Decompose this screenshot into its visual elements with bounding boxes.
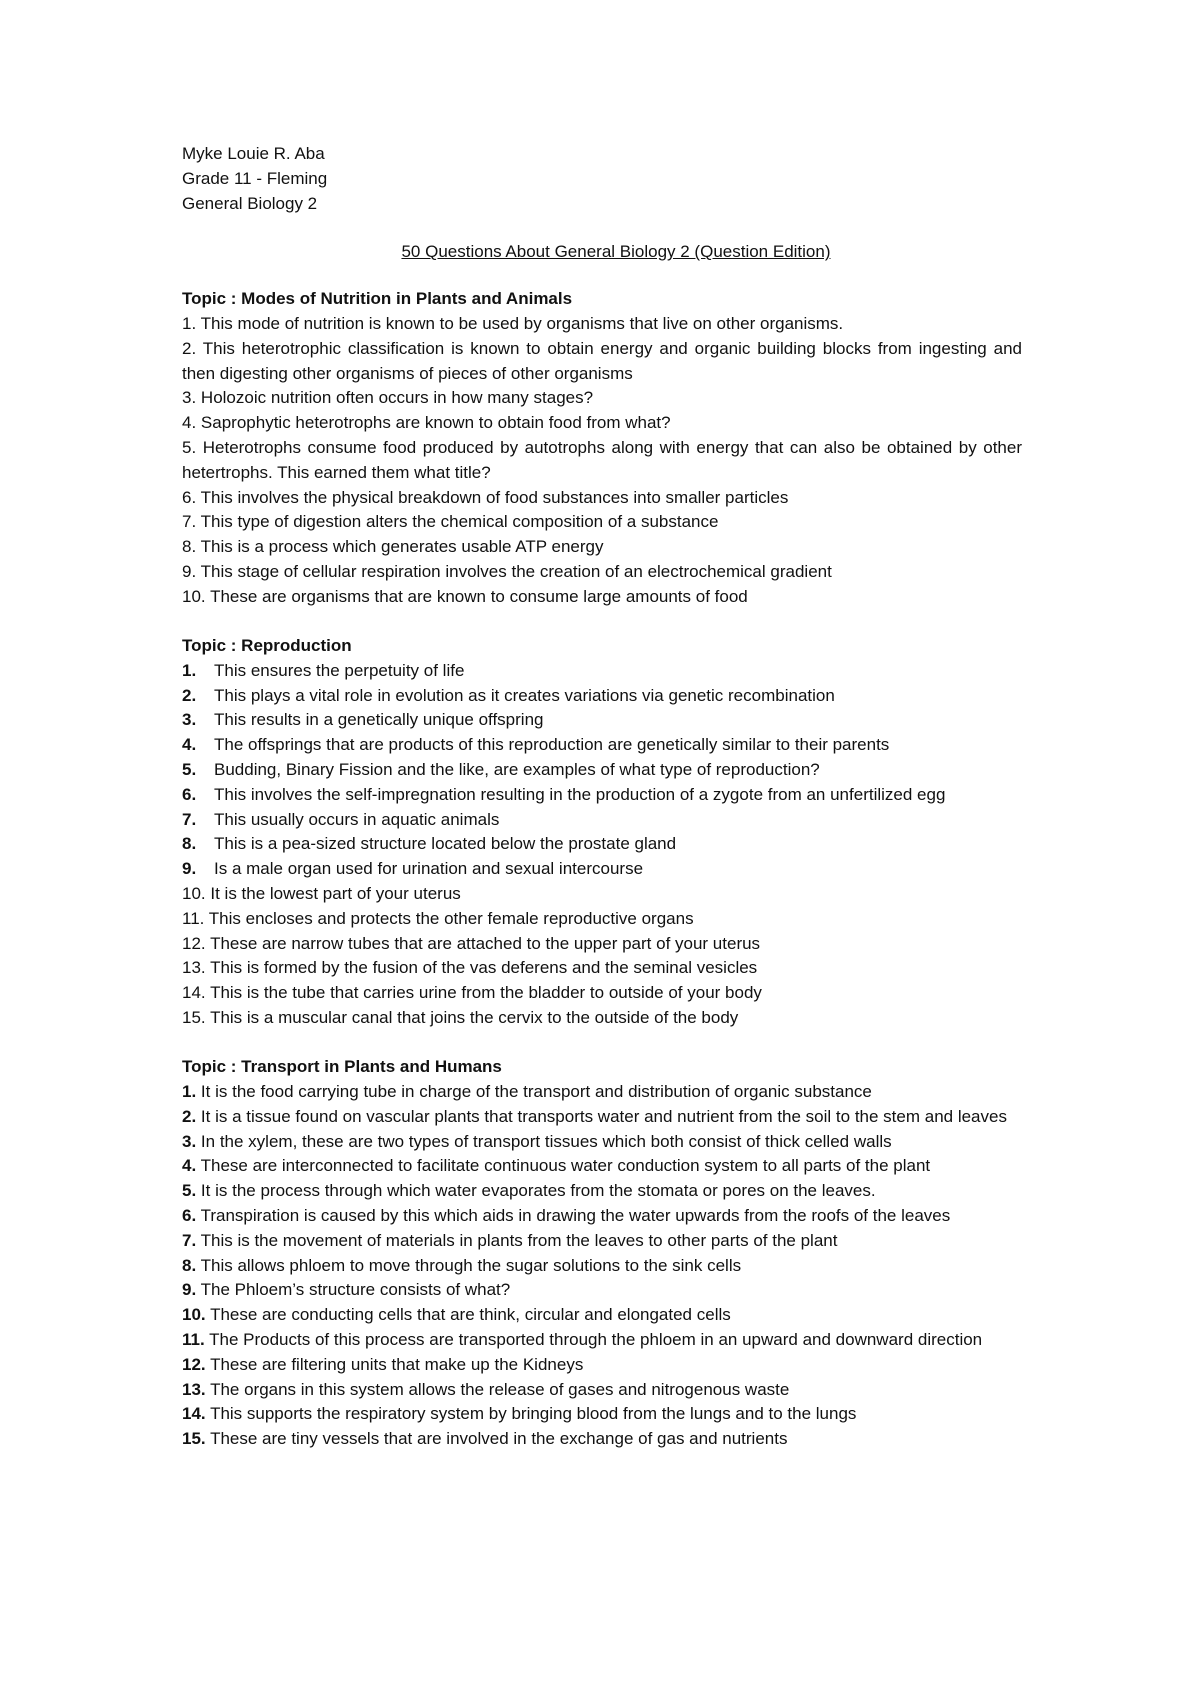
question-text: This supports the respiratory system by bringing blood from the lungs and to the lungs [210,1404,857,1424]
question-item [182,808,1022,833]
question-item [182,1204,1022,1229]
section-topic: Topic : Reproduction [182,636,352,656]
question-item [182,956,1022,981]
question-number: 2. [182,1106,197,1126]
question-item [182,907,1022,932]
question-number: 7. [182,1230,197,1250]
question-text: Holozoic nutrition often occurs in how many stages? [200,388,594,408]
question-number: 5. [182,1181,197,1201]
question-item [182,1130,1022,1155]
question-text: This type of digestion alters the chemical composition of a substance [200,512,719,532]
question-number: 10. [182,884,206,904]
document-page [182,142,1022,1477]
question-text: This usually occurs in aquatic animals [214,809,500,829]
question-item [182,1378,1022,1403]
question-text: This stage of cellular respiration involves the creation of an electrochemical gradient [200,561,832,581]
document-header [182,142,1022,216]
question-number: 12. [182,933,206,953]
question-number: 15. [182,1008,206,1027]
question-number: 11. [182,1330,205,1350]
question-text: It is the food carrying tube in charge of the transport and distribution of organic substance [200,1082,872,1102]
student-grade: Grade 11 - Fleming [182,168,328,188]
question-number: 8. [182,1255,197,1275]
question-item [182,1402,1022,1427]
section-topic: Topic : Modes of Nutrition in Plants and Animals [182,289,573,309]
question-number: 6. [182,784,197,804]
question-number: 1. [182,660,197,680]
question-number: 1. [182,313,197,333]
question-item [182,932,1022,957]
question-number: 4. [182,1156,197,1176]
question-text: These are tiny vessels that are involved in the exchange of gas and nutrients [210,1429,788,1449]
question-item [182,758,1022,783]
question-text: This plays a vital role in evolution as it creates variations via genetic recombination [214,685,835,705]
question-number: 6. [182,1206,197,1226]
question-text: It is the process through which water evaporates from the stomata or pores on the leaves. [200,1181,876,1201]
question-text: These are conducting cells that are think, circular and elongated cells [210,1305,731,1325]
question-text: This is a muscular canal that joins the cervix to the outside of the body [210,1008,739,1027]
question-number: 10. [182,586,206,606]
question-item [182,1006,1022,1031]
question-text: In the xylem, these are two types of transport tissues which both consist of thick celled walls [200,1131,892,1151]
question-number: 12. [182,1354,206,1374]
question-text: The offsprings that are products of this reproduction are genetically similar to their parents [214,735,890,755]
question-number: 7. [182,512,197,532]
question-item [182,411,1022,436]
question-item [182,1353,1022,1378]
question-text: Saprophytic heterotrophs are known to obtain food from what? [200,413,671,433]
document-title [182,240,1022,265]
question-text: These are narrow tubes that are attached to the upper part of your uterus [210,933,761,953]
question-text: It is a tissue found on vascular plants that transports water and nutrient from the soil to the stem and leaves [200,1106,1007,1126]
section-reproduction [182,634,1022,1031]
question-text: This is formed by the fusion of the vas deferens and the seminal vesicles [210,958,758,978]
question-number: 13. [182,1379,206,1399]
question-text: This encloses and protects the other female reproductive organs [208,908,694,928]
question-number: 4. [182,735,197,755]
question-item [182,585,1022,610]
question-text: This is the tube that carries urine from the bladder to outside of your body [210,983,762,1003]
question-item [182,832,1022,857]
question-item [182,1427,1022,1452]
question-number: 2. [182,685,197,705]
question-text: This mode of nutrition is known to be used by organisms that live on other organisms. [200,313,844,333]
question-number: 9. [182,561,197,581]
question-text: Heterotrophs consume food produced by autotrophs along with energy that can also be obtained by other hetertrophs. This earned them what title? [182,437,1022,482]
question-item [182,708,1022,733]
question-item [182,1278,1022,1303]
question-item [182,560,1022,585]
question-text: Budding, Binary Fission and the like, are examples of what type of reproduction? [214,760,820,780]
question-item [182,1229,1022,1254]
question-item [182,659,1022,684]
question-text: This ensures the perpetuity of life [214,660,465,680]
question-text: This is a pea-sized structure located below the prostate gland [214,834,677,854]
section-topic: Topic : Transport in Plants and Humans [182,1057,502,1077]
question-number: 3. [182,388,197,408]
question-text: The Products of this process are transported through the phloem in an upward and downward direction [209,1330,983,1350]
question-number: 10. [182,1305,206,1325]
question-item [182,436,1022,486]
question-number: 9. [182,859,197,879]
section-nutrition [182,287,1022,609]
question-number: 8. [182,537,197,557]
question-item [182,386,1022,411]
question-item [182,1105,1022,1130]
question-number: 1. [182,1082,197,1102]
question-text: These are interconnected to facilitate continuous water conduction system to all parts of the plant [200,1156,931,1176]
question-item [182,510,1022,535]
question-number: 11. [182,908,205,928]
question-text: This involves the self-impregnation resulting in the production of a zygote from an unfertilized egg [214,784,946,804]
question-item [182,1080,1022,1105]
question-item [182,981,1022,1006]
student-name: Myke Louie R. Aba [182,144,325,163]
question-item [182,783,1022,808]
question-number: 2. [182,338,197,358]
question-item [182,337,1022,387]
question-item [182,1303,1022,1328]
question-text: Transpiration is caused by this which aids in drawing the water upwards from the roofs of the leaves [200,1206,951,1226]
question-number: 8. [182,834,197,854]
question-text: The Phloem’s structure consists of what? [200,1280,511,1300]
question-item [182,1179,1022,1204]
question-item [182,684,1022,709]
question-number: 5. [182,760,197,780]
question-text: These are filtering units that make up the Kidneys [210,1354,584,1374]
question-number: 14. [182,983,206,1003]
question-text: This is the movement of materials in plants from the leaves to other parts of the plant [200,1230,838,1250]
question-number: 4. [182,413,197,433]
question-number: 7. [182,809,197,829]
question-item [182,1254,1022,1279]
question-item [182,733,1022,758]
question-number: 6. [182,487,197,507]
question-item [182,486,1022,511]
question-item [182,857,1022,882]
section-transport [182,1055,1022,1452]
question-text: This is a process which generates usable ATP energy [200,537,604,557]
question-number: 15. [182,1429,206,1449]
question-text: The organs in this system allows the release of gases and nitrogenous waste [210,1379,790,1399]
question-item [182,535,1022,560]
question-text: This allows phloem to move through the sugar solutions to the sink cells [200,1255,742,1275]
document-title-text: 50 Questions About General Biology 2 (Question Edition) [401,242,831,262]
question-text: This heterotrophic classification is known to obtain energy and organic building blocks from ingesting and then digesting other organisms of pieces of other organisms [182,338,1022,383]
question-number: 5. [182,437,197,457]
question-number: 13. [182,958,206,978]
question-number: 14. [182,1404,206,1424]
question-item [182,882,1022,907]
question-text: These are organisms that are known to consume large amounts of food [210,586,748,606]
question-text: This involves the physical breakdown of food substances into smaller particles [200,487,789,507]
question-number: 9. [182,1280,197,1300]
question-number: 3. [182,710,197,730]
question-number: 3. [182,1131,197,1151]
question-text: Is a male organ used for urination and sexual intercourse [214,859,644,879]
question-item [182,1154,1022,1179]
question-item [182,1328,1022,1353]
question-text: It is the lowest part of your uterus [210,884,461,904]
question-text: This results in a genetically unique offspring [214,710,544,730]
question-item [182,312,1022,337]
subject-name: General Biology 2 [182,193,318,213]
